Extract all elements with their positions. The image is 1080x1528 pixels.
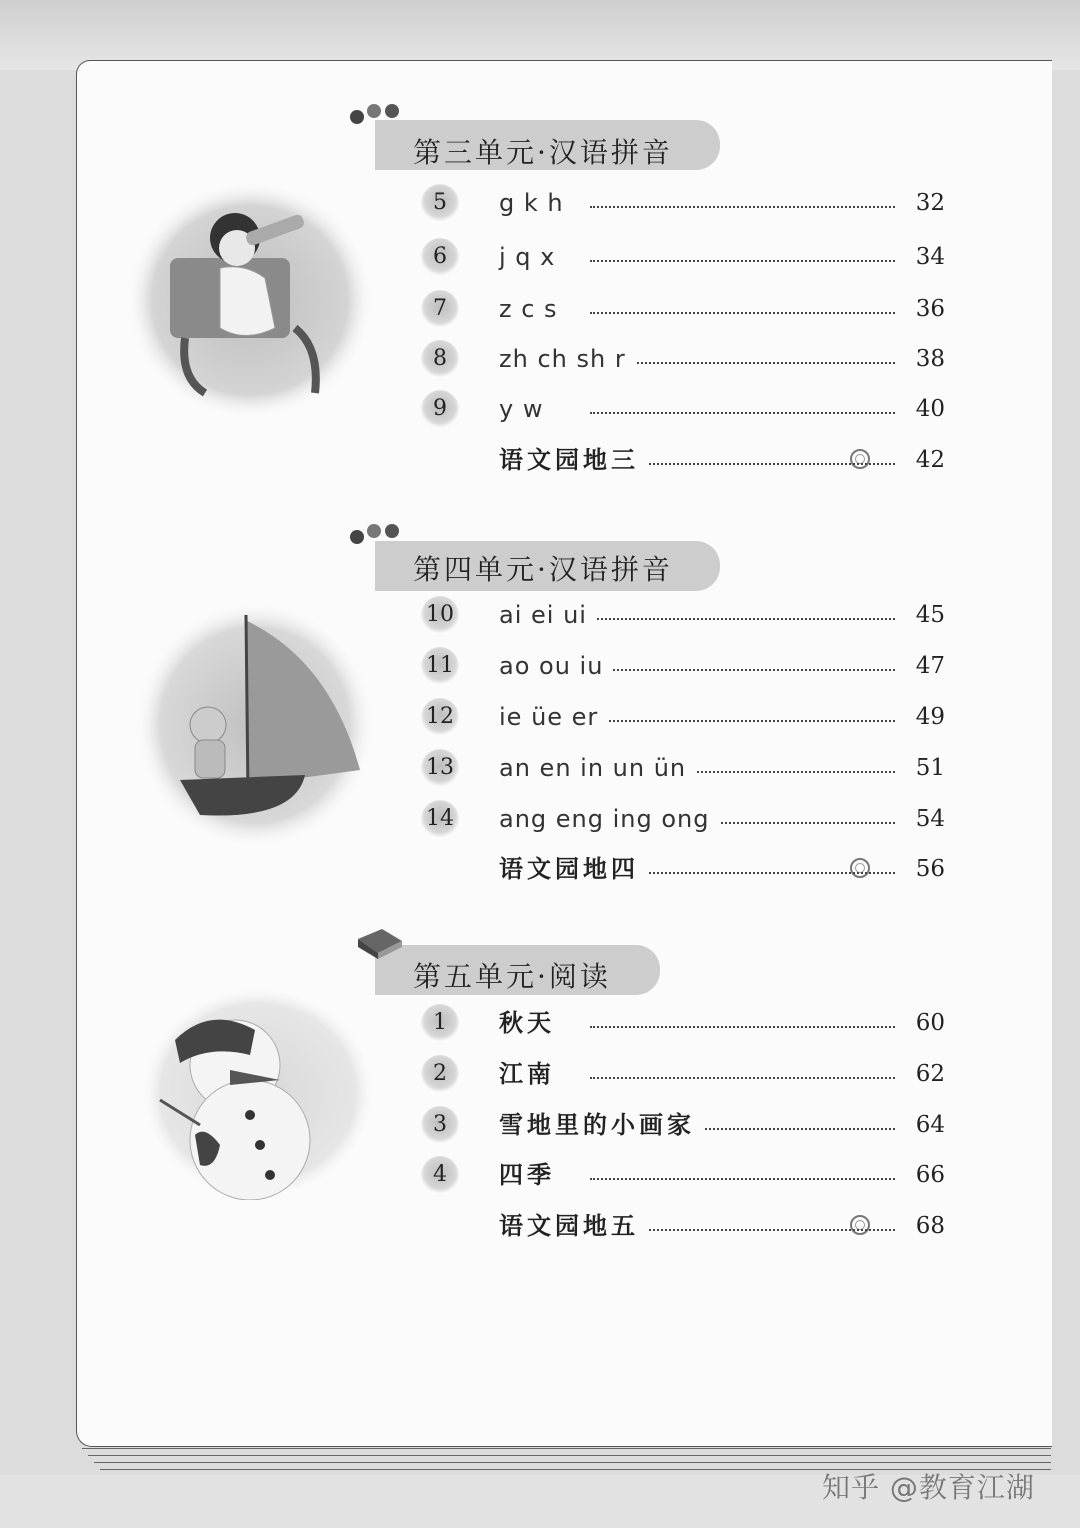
page-number: 40	[915, 396, 945, 422]
page-number: 54	[915, 806, 945, 832]
toc-entry[interactable]	[0, 390, 1080, 430]
lesson-number: 13	[421, 749, 459, 787]
toc-entry[interactable]	[0, 850, 1080, 890]
lesson-title: j q x	[499, 238, 565, 276]
toc-entry[interactable]	[0, 1106, 1080, 1146]
source-watermark: 知乎 @教育江湖	[822, 1471, 1035, 1504]
toc-entry[interactable]	[0, 441, 1080, 481]
toc-entry[interactable]	[0, 647, 1080, 687]
leader-dots	[590, 1077, 895, 1079]
page-number: 49	[915, 704, 945, 730]
leader-dots	[590, 206, 895, 208]
leader-dots	[590, 412, 895, 414]
lesson-title: ao ou iu	[499, 647, 613, 685]
lesson-number: 9	[421, 390, 459, 428]
toc-entry[interactable]	[0, 1156, 1080, 1196]
lesson-title: 语文园地四	[499, 850, 649, 888]
toc-entry[interactable]	[0, 1207, 1080, 1247]
lesson-title: 语文园地五	[499, 1207, 649, 1245]
page-number: 45	[915, 602, 945, 628]
page-number: 38	[915, 346, 945, 372]
lesson-number: 4	[421, 1156, 459, 1194]
lesson-title: ang eng ing ong	[499, 800, 720, 838]
leader-dots	[590, 1026, 895, 1028]
lesson-title: ai ei ui	[499, 596, 597, 634]
lesson-number: 2	[421, 1055, 459, 1093]
lesson-number: 6	[421, 238, 459, 276]
lesson-title: 四季	[499, 1156, 565, 1194]
page-number: 66	[915, 1162, 945, 1188]
garden-marker-icon	[421, 441, 459, 479]
page-number: 60	[915, 1010, 945, 1036]
toc-entry[interactable]	[0, 290, 1080, 330]
lesson-number: 12	[421, 698, 459, 736]
lesson-number: 7	[421, 290, 459, 328]
page-number: 32	[915, 190, 945, 216]
page-edge-line	[82, 1448, 1051, 1449]
toc-entry[interactable]	[0, 184, 1080, 224]
toc-entry[interactable]	[0, 1055, 1080, 1095]
lesson-number: 10	[421, 596, 459, 634]
leader-dots	[590, 362, 895, 364]
toc-entry[interactable]	[0, 340, 1080, 380]
pinyin-balls-icon	[347, 520, 407, 546]
lesson-title: 江南	[499, 1055, 565, 1093]
lesson-title: z c s	[499, 290, 568, 328]
garden-marker-icon	[421, 850, 459, 888]
leader-dots	[590, 720, 895, 722]
toc-entry[interactable]	[0, 1004, 1080, 1044]
lesson-number: 5	[421, 184, 459, 222]
toc-entry[interactable]	[0, 800, 1080, 840]
pinyin-balls-icon	[347, 100, 407, 126]
lesson-number: 11	[421, 647, 459, 685]
leader-dots	[590, 618, 895, 620]
lesson-title: g k h	[499, 184, 574, 222]
lesson-title: y w	[499, 390, 553, 428]
page-number: 42	[915, 447, 945, 473]
leader-dots	[590, 260, 895, 262]
lesson-number: 3	[421, 1106, 459, 1144]
page-number: 56	[915, 856, 945, 882]
page-number: 64	[915, 1112, 945, 1138]
page-edge-line	[94, 1462, 1051, 1463]
lesson-title: ie üe er	[499, 698, 608, 736]
leader-dots	[590, 669, 895, 671]
leader-dots	[590, 1178, 895, 1180]
toc-entry[interactable]	[0, 596, 1080, 636]
lesson-title: 语文园地三	[499, 441, 649, 479]
leader-dots	[590, 312, 895, 314]
page-number: 36	[915, 296, 945, 322]
page-number: 34	[915, 244, 945, 270]
page-number: 51	[915, 755, 945, 781]
toc-entry[interactable]	[0, 749, 1080, 789]
page-number: 47	[915, 653, 945, 679]
unit-title: 第五单元·阅读	[413, 960, 611, 993]
unit-title: 第三单元·汉语拼音	[413, 136, 673, 169]
toc-entry[interactable]	[0, 238, 1080, 278]
lesson-title: zh ch sh r	[499, 340, 636, 378]
book-icon	[354, 925, 406, 961]
page-number: 62	[915, 1061, 945, 1087]
lesson-title: 雪地里的小画家	[499, 1106, 705, 1144]
page-number: 68	[915, 1213, 945, 1239]
toc-entry[interactable]	[0, 698, 1080, 738]
lesson-number: 14	[421, 800, 459, 838]
lesson-title: 秋天	[499, 1004, 565, 1042]
lesson-title: an en in un ün	[499, 749, 696, 787]
unit-title: 第四单元·汉语拼音	[413, 553, 673, 586]
lesson-number: 1	[421, 1004, 459, 1042]
page-edge-line	[88, 1455, 1051, 1456]
garden-marker-icon	[421, 1207, 459, 1245]
lesson-number: 8	[421, 340, 459, 378]
